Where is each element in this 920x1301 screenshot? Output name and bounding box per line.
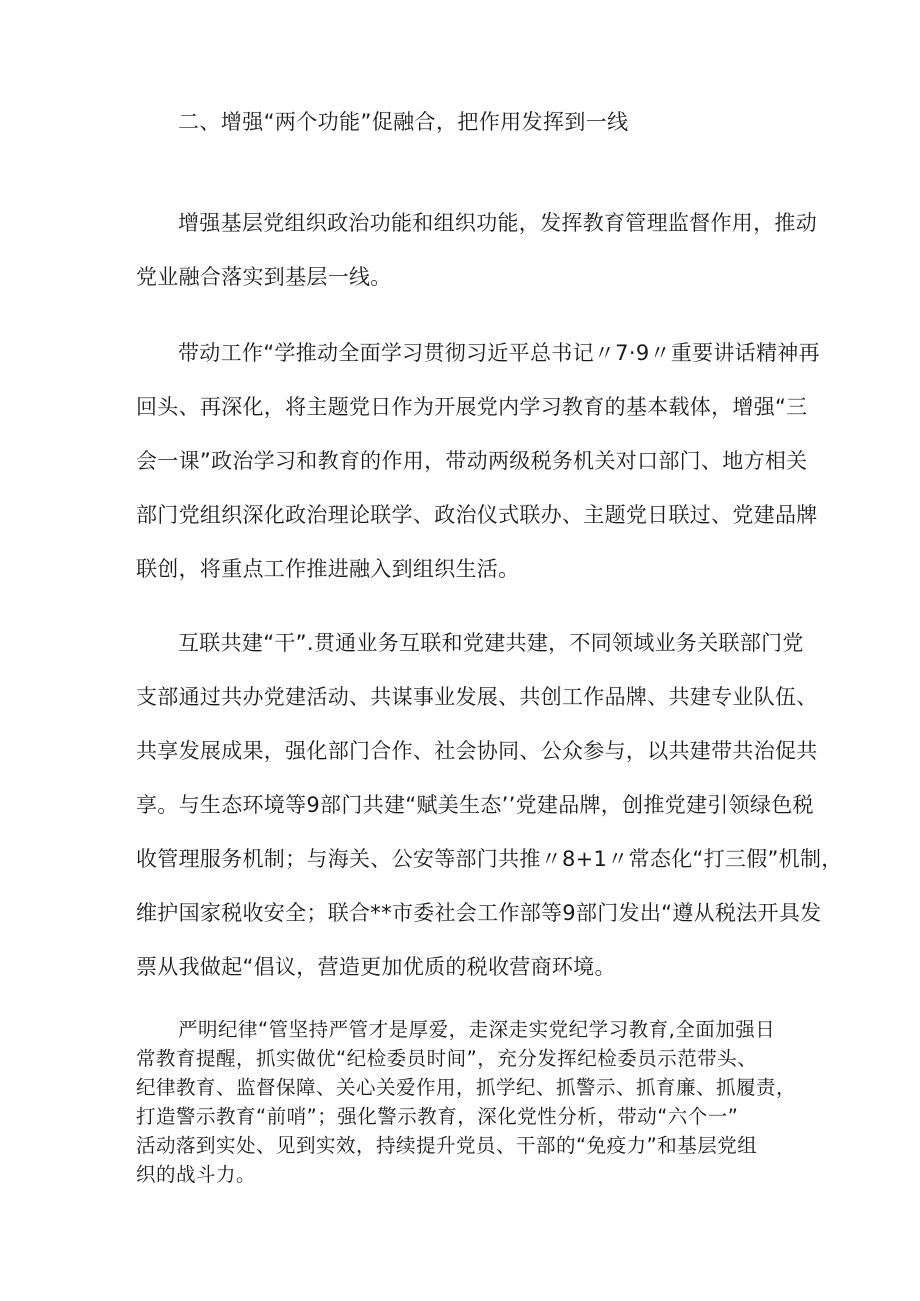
paragraph-line: 收管理服务机制；与海关、公安等部门共推〃8+1〃常态化“打三假”机制，: [136, 847, 843, 871]
paragraph-line: 纪律教育、监督保障、关心关爱作用，抓学纪、抓警示、抓育廉、抓履责，: [136, 1076, 797, 1099]
paragraph-line: 部门党组织深化政治理论联学、政治仪式联办、主题党日联过、党建品牌: [136, 503, 818, 527]
paragraph-line: 党业融合落实到基层一线。: [136, 265, 392, 289]
paragraph-discipline: [136, 1015, 796, 1189]
paragraph-line: 维护国家税收安全；联合**市委社会工作部等9部门发出“遵从税法开具发: [136, 901, 822, 925]
paragraph-joint-building: [136, 616, 843, 994]
paragraph-line: 会一课”政治学习和教育的作用，带动两级税务机关对口部门、地方相关: [136, 449, 808, 473]
paragraph-line: 支部通过共办党建活动、共谋事业发展、共创工作品牌、共建专业队伍、: [136, 685, 818, 709]
paragraph-line: 享。与生态环境等9部门共建“赋美生态’’党建品牌，创推党建引领绿色税: [136, 793, 814, 817]
paragraph-lead-work: [136, 326, 820, 596]
paragraph-line: 严明纪律“管坚持严管才是厚爱，走深走实党纪学习教育,全面加强日: [178, 1018, 776, 1041]
paragraph-line: 带动工作“学推动全面学习贯彻习近平总书记〃7·9〃重要讲话精神再: [178, 341, 820, 365]
paragraph-line: 共享发展成果，强化部门合作、社会协同、公众参与，以共建带共治促共: [136, 739, 818, 763]
paragraph-line: 互联共建“干”.贯通业务互联和党建共建，不同领域业务关联部门党: [178, 631, 804, 655]
paragraph-functions: [136, 196, 817, 304]
paragraph-line: 联创，将重点工作推进融入到组织生活。: [136, 557, 520, 581]
paragraph-line: 回头、再深化，将主题党日作为开展党内学习教育的基本载体，增强“三: [136, 395, 808, 419]
paragraph-line: 打造警示教育“前哨”；强化警示教育，深化党性分析，带动“六个一”: [136, 1105, 739, 1128]
paragraph-line: 票从我做起“倡议，营造更加优质的税收营商环境。: [136, 955, 616, 979]
paragraph-line: 增强基层党组织政治功能和组织功能，发挥教育管理监督作用，推动: [178, 211, 817, 235]
paragraph-line: 常教育提醒，抓实做优“纪检委员时间”，充分发挥纪检委员示范带头、: [136, 1047, 758, 1070]
paragraph-line: 活动落到实处、见到实效，持续提升党员、干部的“免疫力”和基层党组: [136, 1134, 758, 1157]
paragraph-line: 织的战斗力。: [136, 1163, 257, 1186]
section-heading: 二、增强“两个功能”促融合，把作用发挥到一线: [178, 110, 629, 134]
